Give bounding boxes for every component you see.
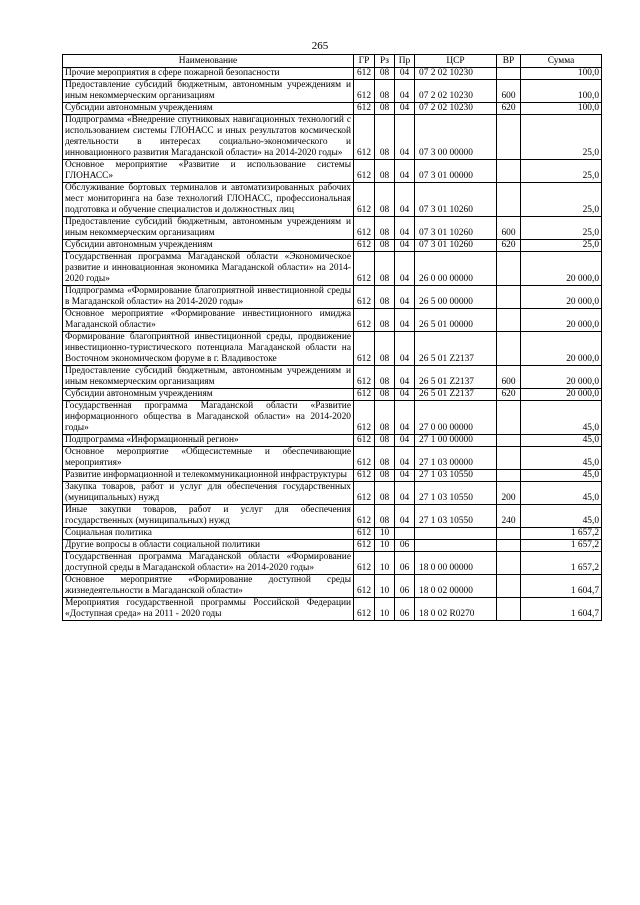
cell-vr: 620 — [497, 103, 521, 115]
cell-vr — [497, 286, 521, 309]
cell-gr: 612 — [354, 598, 375, 621]
table-row — [63, 286, 602, 309]
cell-sum: 1 657,2 — [521, 528, 602, 540]
cell-sum: 25,0 — [521, 217, 602, 240]
cell-sum: 20 000,0 — [521, 286, 602, 309]
cell-csr: 07 2 02 10230 — [415, 103, 497, 115]
cell-sum: 20 000,0 — [521, 366, 602, 389]
cell-rz: 08 — [375, 252, 395, 286]
cell-vr — [497, 115, 521, 160]
cell-csr: 27 1 03 10550 — [415, 505, 497, 528]
cell-rz: 08 — [375, 389, 395, 401]
cell-name: Подпрограмма «Информационный регион» — [63, 435, 354, 447]
cell-sum: 45,0 — [521, 447, 602, 470]
cell-name: Государственная программа Магаданской области «Экономическое развитие и инновационная экономика Магаданской области» на 2014-2020 годы» — [63, 252, 354, 286]
cell-pr: 04 — [395, 115, 415, 160]
cell-rz: 08 — [375, 470, 395, 482]
cell-vr — [497, 528, 521, 540]
table-row — [63, 252, 602, 286]
cell-rz: 08 — [375, 240, 395, 252]
cell-name: Социальная политика — [63, 528, 354, 540]
cell-vr — [497, 447, 521, 470]
cell-name: Прочие мероприятия в сфере пожарной безопасности — [63, 68, 354, 80]
cell-gr: 612 — [354, 470, 375, 482]
cell-gr: 612 — [354, 183, 375, 217]
cell-name: Основное мероприятие «Формирование инвестиционного имиджа Магаданской области» — [63, 309, 354, 332]
cell-sum: 45,0 — [521, 505, 602, 528]
table-row — [63, 103, 602, 115]
cell-sum: 20 000,0 — [521, 309, 602, 332]
cell-sum: 100,0 — [521, 80, 602, 103]
cell-rz: 08 — [375, 482, 395, 505]
table-row — [63, 435, 602, 447]
cell-csr: 26 5 01 Z2137 — [415, 366, 497, 389]
header-vr: ВР — [497, 55, 521, 68]
table-row — [63, 68, 602, 80]
cell-gr: 612 — [354, 309, 375, 332]
header-pr: Пр — [395, 55, 415, 68]
table-row — [63, 598, 602, 621]
cell-name: Подпрограмма «Формирование благоприятной инвестиционной среды в Магаданской области» на 2014-2020 годы» — [63, 286, 354, 309]
cell-name: Субсидии автономным учреждениям — [63, 103, 354, 115]
cell-gr: 612 — [354, 447, 375, 470]
cell-sum: 100,0 — [521, 68, 602, 80]
cell-sum: 1 657,2 — [521, 552, 602, 575]
table-row — [63, 115, 602, 160]
cell-gr: 612 — [354, 160, 375, 183]
cell-csr: 07 3 01 00000 — [415, 160, 497, 183]
cell-gr: 612 — [354, 540, 375, 552]
cell-rz: 10 — [375, 528, 395, 540]
cell-vr: 240 — [497, 505, 521, 528]
table-body — [63, 68, 602, 621]
cell-gr: 612 — [354, 68, 375, 80]
cell-vr: 620 — [497, 389, 521, 401]
cell-csr: 07 3 01 10260 — [415, 183, 497, 217]
cell-rz: 10 — [375, 598, 395, 621]
cell-csr: 18 0 00 00000 — [415, 552, 497, 575]
cell-csr: 26 5 01 00000 — [415, 309, 497, 332]
cell-gr: 612 — [354, 240, 375, 252]
cell-name: Основное мероприятие «Общесистемные и обеспечивающие мероприятия» — [63, 447, 354, 470]
cell-pr: 04 — [395, 389, 415, 401]
cell-csr: 27 0 00 00000 — [415, 401, 497, 435]
cell-sum: 20 000,0 — [521, 252, 602, 286]
cell-gr: 612 — [354, 366, 375, 389]
cell-sum: 25,0 — [521, 115, 602, 160]
cell-name: Подпрограмма «Внедрение спутниковых навигационных технологий с использованием системы ГЛОНАСС и иных результатов космической деятельности в интересах социально-экономического и инновационного развития Магаданской области» на 2014-2020 годы» — [63, 115, 354, 160]
cell-gr: 612 — [354, 80, 375, 103]
cell-name: Государственная программа Магаданской области «Развитие информационного общества в Магаданской области» на 2014-2020 годы» — [63, 401, 354, 435]
cell-pr: 04 — [395, 401, 415, 435]
cell-pr: 04 — [395, 447, 415, 470]
cell-name: Формирование благоприятной инвестиционной среды, продвижение инвестиционно-туристического потенциала Магаданской области на Восточном экономическом форуме в г. Владивостоке — [63, 332, 354, 366]
cell-csr: 27 1 03 10550 — [415, 470, 497, 482]
cell-name: Развитие информационной и телекоммуникационной инфраструктуры — [63, 470, 354, 482]
cell-pr: 04 — [395, 183, 415, 217]
cell-gr: 612 — [354, 286, 375, 309]
cell-pr: 04 — [395, 80, 415, 103]
cell-csr: 27 1 03 10550 — [415, 482, 497, 505]
cell-rz: 10 — [375, 540, 395, 552]
cell-sum: 25,0 — [521, 183, 602, 217]
cell-pr: 04 — [395, 435, 415, 447]
cell-csr: 26 5 01 Z2137 — [415, 332, 497, 366]
table-row — [63, 80, 602, 103]
cell-rz: 08 — [375, 286, 395, 309]
cell-name: Основное мероприятие «Формирование доступной среды жизнедеятельности в Магаданской области» — [63, 575, 354, 598]
cell-rz: 10 — [375, 575, 395, 598]
cell-sum: 45,0 — [521, 401, 602, 435]
cell-vr: 200 — [497, 482, 521, 505]
cell-gr: 612 — [354, 575, 375, 598]
cell-rz: 10 — [375, 552, 395, 575]
table-row — [63, 401, 602, 435]
cell-pr: 04 — [395, 309, 415, 332]
cell-gr: 612 — [354, 482, 375, 505]
cell-sum: 100,0 — [521, 103, 602, 115]
cell-name: Другие вопросы в области социальной политики — [63, 540, 354, 552]
cell-name: Субсидии автономным учреждениям — [63, 389, 354, 401]
cell-sum: 45,0 — [521, 435, 602, 447]
cell-pr: 04 — [395, 470, 415, 482]
cell-csr: 18 0 02 00000 — [415, 575, 497, 598]
cell-rz: 08 — [375, 217, 395, 240]
table-row — [63, 575, 602, 598]
cell-sum: 1 657,2 — [521, 540, 602, 552]
cell-gr: 612 — [354, 528, 375, 540]
cell-sum: 1 604,7 — [521, 575, 602, 598]
table-row — [63, 309, 602, 332]
table-row — [63, 217, 602, 240]
cell-csr: 07 2 02 10230 — [415, 80, 497, 103]
cell-name: Закупка товаров, работ и услуг для обеспечения государственных (муниципальных) нужд — [63, 482, 354, 505]
cell-name: Предоставление субсидий бюджетным, автономным учреждениям и иным некоммерческим организациям — [63, 366, 354, 389]
cell-name: Государственная программа Магаданской области «Формирование доступной среды в Магаданской области» на 2014-2020 годы» — [63, 552, 354, 575]
cell-pr: 04 — [395, 217, 415, 240]
cell-pr: 04 — [395, 332, 415, 366]
table-row — [63, 160, 602, 183]
cell-name: Предоставление субсидий бюджетным, автономным учреждениям и иным некоммерческим организациям — [63, 80, 354, 103]
cell-sum: 1 604,7 — [521, 598, 602, 621]
cell-rz: 08 — [375, 160, 395, 183]
cell-pr: 04 — [395, 505, 415, 528]
cell-gr: 612 — [354, 505, 375, 528]
cell-csr — [415, 528, 497, 540]
cell-vr — [497, 540, 521, 552]
header-rz: Рз — [375, 55, 395, 68]
cell-sum: 20 000,0 — [521, 332, 602, 366]
cell-pr: 06 — [395, 552, 415, 575]
cell-name: Мероприятия государственной программы Российской Федерации «Доступная среда» на 2011 - 2020 годы — [63, 598, 354, 621]
cell-name: Иные закупки товаров, работ и услуг для обеспечения государственных (муниципальных) нужд — [63, 505, 354, 528]
cell-sum: 25,0 — [521, 240, 602, 252]
cell-gr: 612 — [354, 332, 375, 366]
cell-vr — [497, 401, 521, 435]
cell-gr: 612 — [354, 252, 375, 286]
cell-vr — [497, 160, 521, 183]
cell-sum: 20 000,0 — [521, 389, 602, 401]
cell-vr — [497, 183, 521, 217]
cell-pr: 04 — [395, 160, 415, 183]
cell-pr: 04 — [395, 286, 415, 309]
cell-pr: 06 — [395, 540, 415, 552]
cell-csr: 07 3 01 10260 — [415, 240, 497, 252]
cell-rz: 08 — [375, 401, 395, 435]
header-csr: ЦСР — [415, 55, 497, 68]
cell-sum: 45,0 — [521, 470, 602, 482]
cell-rz: 08 — [375, 309, 395, 332]
cell-csr: 26 0 00 00000 — [415, 252, 497, 286]
cell-pr: 04 — [395, 482, 415, 505]
cell-vr: 600 — [497, 80, 521, 103]
cell-pr: 04 — [395, 366, 415, 389]
cell-csr: 26 5 01 Z2137 — [415, 389, 497, 401]
cell-gr: 612 — [354, 389, 375, 401]
table-row — [63, 366, 602, 389]
table-row — [63, 183, 602, 217]
cell-vr — [497, 68, 521, 80]
cell-vr — [497, 332, 521, 366]
cell-name: Предоставление субсидий бюджетным, автономным учреждениям и иным некоммерческим организациям — [63, 217, 354, 240]
cell-gr: 612 — [354, 115, 375, 160]
cell-csr: 07 3 00 00000 — [415, 115, 497, 160]
table-header-row — [63, 55, 602, 68]
cell-rz: 08 — [375, 68, 395, 80]
cell-pr: 06 — [395, 598, 415, 621]
table-row — [63, 332, 602, 366]
cell-pr — [395, 528, 415, 540]
cell-pr: 04 — [395, 103, 415, 115]
header-gr: ГР — [354, 55, 375, 68]
cell-vr — [497, 552, 521, 575]
cell-vr: 620 — [497, 240, 521, 252]
cell-rz: 08 — [375, 103, 395, 115]
cell-csr: 27 1 03 00000 — [415, 447, 497, 470]
cell-rz: 08 — [375, 80, 395, 103]
cell-sum: 45,0 — [521, 482, 602, 505]
page-number: 265 — [311, 40, 329, 52]
cell-sum: 25,0 — [521, 160, 602, 183]
cell-vr — [497, 309, 521, 332]
cell-vr: 600 — [497, 366, 521, 389]
cell-csr: 07 2 02 10230 — [415, 68, 497, 80]
cell-name: Субсидии автономным учреждениям — [63, 240, 354, 252]
cell-gr: 612 — [354, 552, 375, 575]
cell-csr: 26 5 00 00000 — [415, 286, 497, 309]
table-row — [63, 505, 602, 528]
table-row — [63, 482, 602, 505]
budget-table — [62, 54, 602, 621]
cell-name: Обслуживание бортовых терминалов и автоматизированных рабочих мест мониторинга на базе технологий ГЛОНАСС, профессиональная подготовка и обучение специалистов и должностных лиц — [63, 183, 354, 217]
table-row — [63, 240, 602, 252]
cell-vr — [497, 435, 521, 447]
header-sum: Сумма — [521, 55, 602, 68]
cell-vr: 600 — [497, 217, 521, 240]
cell-rz: 08 — [375, 115, 395, 160]
cell-pr: 04 — [395, 68, 415, 80]
table-row — [63, 552, 602, 575]
cell-gr: 612 — [354, 103, 375, 115]
cell-gr: 612 — [354, 435, 375, 447]
table-row — [63, 540, 602, 552]
cell-gr: 612 — [354, 217, 375, 240]
cell-rz: 08 — [375, 183, 395, 217]
cell-csr: 07 3 01 10260 — [415, 217, 497, 240]
cell-pr: 06 — [395, 575, 415, 598]
cell-pr: 04 — [395, 252, 415, 286]
table-row — [63, 528, 602, 540]
cell-vr — [497, 598, 521, 621]
cell-rz: 08 — [375, 435, 395, 447]
cell-csr: 18 0 02 R0270 — [415, 598, 497, 621]
cell-gr: 612 — [354, 401, 375, 435]
cell-vr — [497, 470, 521, 482]
cell-vr — [497, 252, 521, 286]
table-row — [63, 470, 602, 482]
cell-vr — [497, 575, 521, 598]
table-row — [63, 447, 602, 470]
cell-rz: 08 — [375, 447, 395, 470]
cell-rz: 08 — [375, 505, 395, 528]
header-name: Наименование — [63, 55, 354, 68]
cell-pr: 04 — [395, 240, 415, 252]
table-row — [63, 389, 602, 401]
cell-csr: 27 1 00 00000 — [415, 435, 497, 447]
cell-rz: 08 — [375, 366, 395, 389]
cell-name: Основное мероприятие «Развитие и использование системы ГЛОНАСС» — [63, 160, 354, 183]
cell-rz: 08 — [375, 332, 395, 366]
cell-csr — [415, 540, 497, 552]
